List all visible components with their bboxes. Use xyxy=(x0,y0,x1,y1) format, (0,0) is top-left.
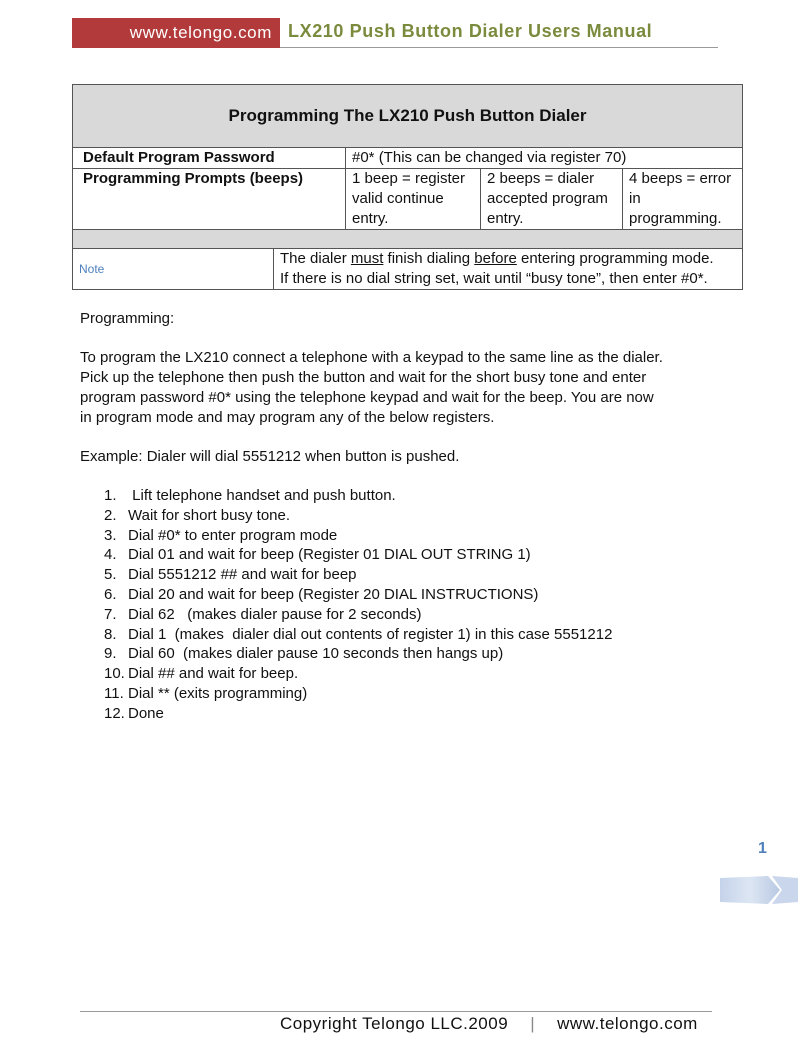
table-spacer-row xyxy=(73,230,743,249)
step-number: 3. xyxy=(104,526,117,544)
programming-paragraph: To program the LX210 connect a telephone with a keypad to the same line as the dialer. Pick up the telephone then push the button and wait for the short busy tone and enter program password #0* using the telephone keypad and wait for the beep. You are now in program mode and may program any of the below registers. xyxy=(80,349,663,426)
list-item xyxy=(80,545,612,565)
step-number: 7. xyxy=(104,605,117,623)
page-number: 1 xyxy=(758,840,767,857)
note-must: must xyxy=(350,250,384,267)
step-number: 11. xyxy=(104,684,124,702)
programming-table xyxy=(72,84,743,290)
example-text: Example: Dialer will dial 5551212 when button is pushed. xyxy=(80,448,460,465)
prompts-label: Programming Prompts (beeps) xyxy=(73,169,346,230)
prompt-4-beeps: 4 beeps = error in programming. xyxy=(623,169,743,230)
footer xyxy=(280,1014,698,1034)
step-text: Wait for short busy tone. xyxy=(128,506,291,524)
step-number: 10. xyxy=(104,665,125,683)
list-item xyxy=(80,486,612,506)
note-label: Note xyxy=(73,249,274,290)
step-number: 8. xyxy=(104,625,117,643)
programming-heading: Programming: xyxy=(80,310,175,327)
list-item xyxy=(80,526,612,546)
password-label: Default Program Password xyxy=(73,148,346,169)
list-item xyxy=(80,506,612,526)
list-item xyxy=(80,605,612,625)
page-tab-graphic xyxy=(720,876,798,904)
step-number: 5. xyxy=(104,566,117,584)
step-number: 2. xyxy=(104,506,117,524)
step-text: Dial 5551212 ## and wait for beep xyxy=(128,566,357,584)
step-number: 12. xyxy=(104,704,125,722)
step-text: Done xyxy=(128,704,164,722)
step-text: Dial #0* to enter program mode xyxy=(128,526,338,544)
prompt-2-beeps: 2 beeps = dialer accepted program entry. xyxy=(481,169,623,230)
step-text: Dial ## and wait for beep. xyxy=(128,665,299,683)
footer-copyright: Copyright Telongo LLC.2009 xyxy=(280,1014,509,1033)
header-title: LX210 Push Button Dialer Users Manual xyxy=(288,21,653,41)
header-website: www.telongo.com xyxy=(129,23,272,42)
list-item xyxy=(80,704,612,724)
step-text: Lift telephone handset and push button. xyxy=(128,487,396,504)
step-text: Dial 20 and wait for beep (Register 20 DIAL INSTRUCTIONS) xyxy=(128,585,539,603)
note-line2: If there is no dial string set, wait until “busy tone”, then enter #0*. xyxy=(280,270,708,287)
step-number: 1. xyxy=(104,487,117,504)
list-item xyxy=(80,585,612,605)
step-number: 4. xyxy=(104,546,117,564)
step-text: Dial ** (exits programming) xyxy=(128,684,308,702)
note-text xyxy=(274,249,743,290)
footer-website: www.telongo.com xyxy=(557,1014,698,1033)
step-text: Dial 60 (makes dialer pause 10 seconds then hangs up) xyxy=(128,645,504,663)
step-text: Dial 01 and wait for beep (Register 01 DIAL OUT STRING 1) xyxy=(128,546,531,564)
list-item xyxy=(80,664,612,684)
step-number: 9. xyxy=(104,645,117,663)
list-item xyxy=(80,684,612,704)
header-website-box xyxy=(72,18,280,48)
step-number: 6. xyxy=(104,585,117,603)
prompt-1-beep: 1 beep = register valid continue entry. xyxy=(346,169,481,230)
footer-separator: | xyxy=(530,1014,536,1033)
table-title: Programming The LX210 Push Button Dialer xyxy=(73,85,743,148)
note-before: before xyxy=(474,250,517,267)
note-part1: The dialer xyxy=(280,250,351,267)
header-rule xyxy=(280,47,718,48)
note-part2: finish dialing xyxy=(383,250,475,267)
step-text: Dial 62 (makes dialer pause for 2 seconds) xyxy=(128,605,422,623)
steps-list xyxy=(80,486,612,724)
list-item xyxy=(80,644,612,664)
list-item xyxy=(80,565,612,585)
list-item xyxy=(80,625,612,645)
note-part3: entering programming mode. xyxy=(516,250,714,267)
password-value: #0* (This can be changed via register 70) xyxy=(346,148,743,169)
footer-rule xyxy=(80,1011,712,1012)
step-text: Dial 1 (makes dialer dial out contents of register 1) in this case 5551212 xyxy=(128,625,613,643)
